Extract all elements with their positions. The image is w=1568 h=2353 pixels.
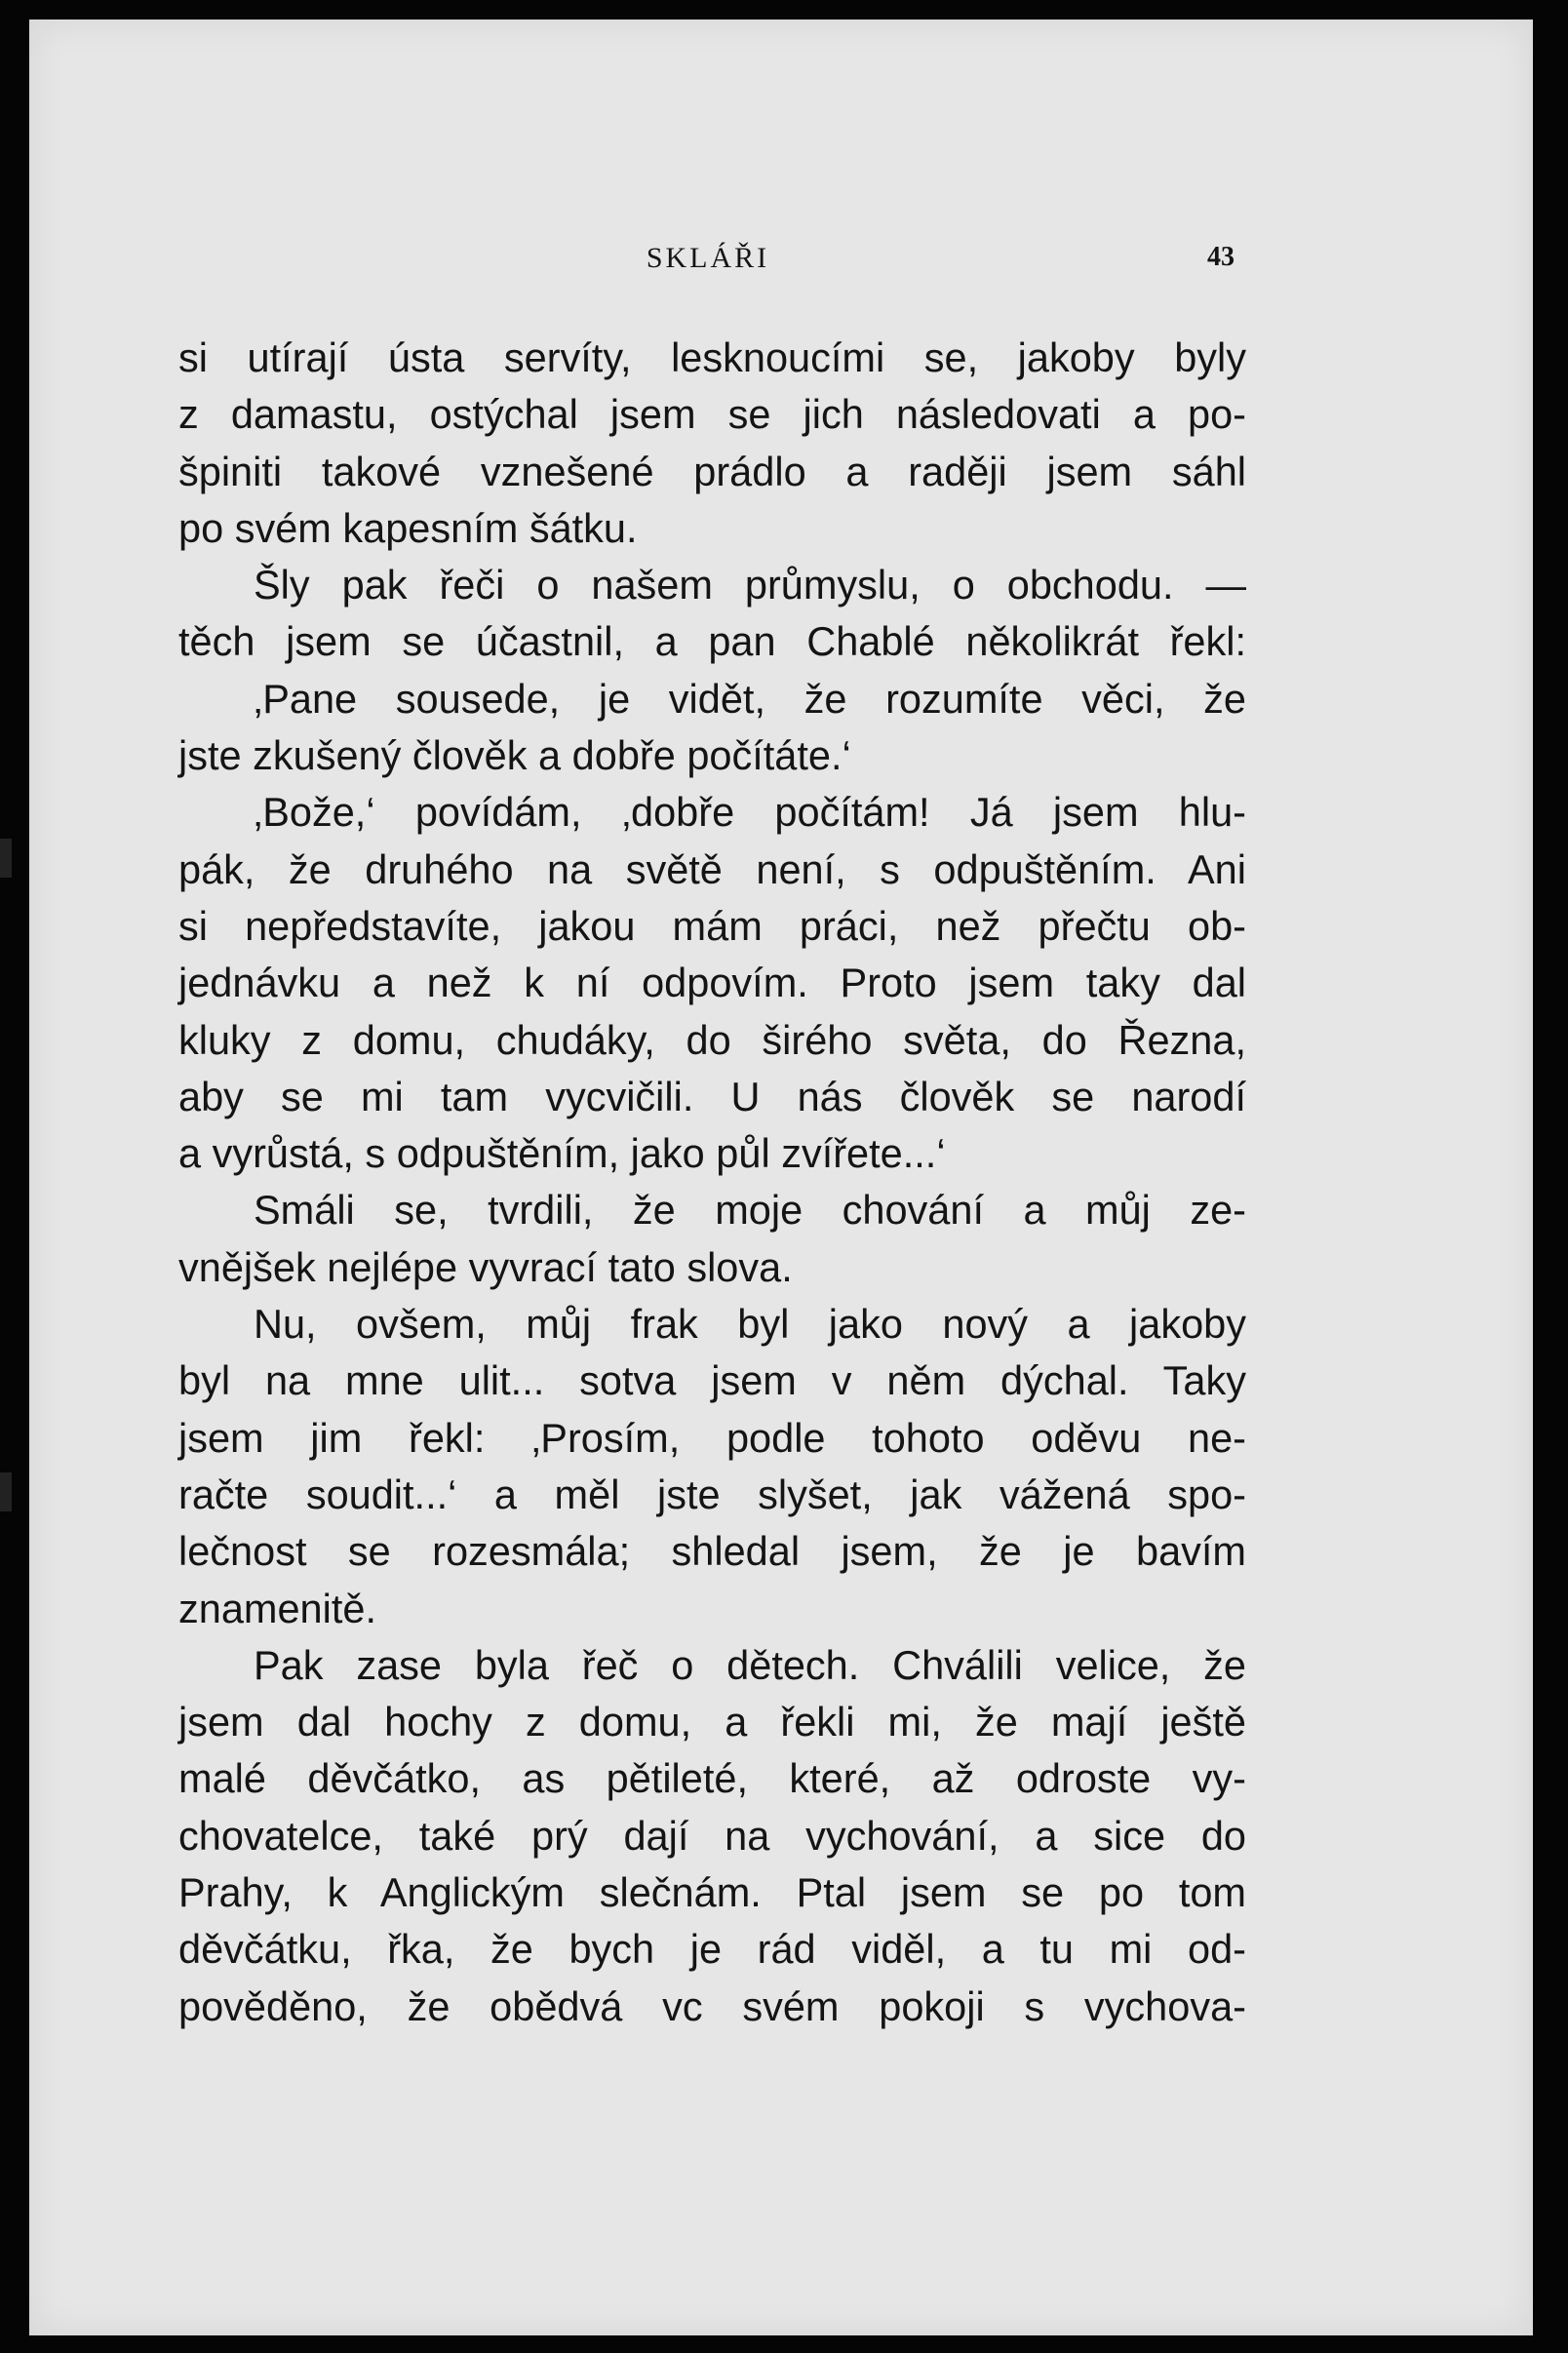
text-line: Nu, ovšem, můj frak byl jako nový a jakoby <box>254 1301 1246 1348</box>
text-line: jste zkušený člověk a dobře počítáte.‘ <box>178 732 851 779</box>
text-line: po svém kapesním šátku. <box>178 504 638 551</box>
text-line: byl na mne ulit... sotva jsem v něm dýchal. Taky <box>178 1357 1246 1404</box>
text-line: jednávku a než k ní odpovím. Proto jsem taky dal <box>178 960 1246 1006</box>
text-line: chovatelce, také prý dají na vychování, a sice do <box>178 1812 1246 1859</box>
page-header <box>181 242 1235 281</box>
text-line: Šly pak řeči o našem průmyslu, o obchodu. — <box>254 562 1246 608</box>
text-line: Smáli se, tvrdili, že moje chování a můj ze- <box>254 1187 1246 1234</box>
text-line: děvčátku, řka, že bych je rád viděl, a tu mi od- <box>178 1926 1246 1973</box>
text-line: si nepředstavíte, jakou mám práci, než přečtu ob- <box>178 902 1246 949</box>
page-number: 43 <box>1207 242 1235 272</box>
text-line: kluky z domu, chudáky, do širého světa, do Řezna, <box>178 1016 1246 1063</box>
scan-edge-mark <box>0 839 12 878</box>
text-line: si utírají ústa servíty, lesknoucími se, jakoby byly <box>178 334 1246 380</box>
text-line: těch jsem se účastnil, a pan Chablé několikrát řekl: <box>178 618 1246 665</box>
text-line: Prahy, k Anglickým slečnám. Ptal jsem se po tom <box>178 1869 1246 1916</box>
text-line: ‚Bože,‘ povídám, ‚dobře počítám! Já jsem hlu- <box>254 789 1246 836</box>
text-line: pák, že druhého na světě není, s odpuštěním. Ani <box>178 845 1246 892</box>
text-line: ‚Pane sousede, je vidět, že rozumíte věci, že <box>254 675 1246 722</box>
text-line: račte soudit...‘ a měl jste slyšet, jak vážená spo- <box>178 1471 1246 1517</box>
text-line: a vyrůstá, s odpuštěním, jako půl zvířete...‘ <box>178 1130 946 1177</box>
running-title: SKLÁŘI <box>646 242 770 274</box>
body-text <box>178 330 1246 2035</box>
text-line: znamenitě. <box>178 1585 377 1631</box>
scan-edge-mark <box>0 1472 12 1511</box>
text-line: vnějšek nejlépe vyvrací tato slova. <box>178 1243 793 1290</box>
text-line: z damastu, ostýchal jsem se jich následovati a po- <box>178 391 1246 438</box>
text-line: špiniti takové vznešené prádlo a raději jsem sáhl <box>178 448 1246 494</box>
text-line: Pak zase byla řeč o dětech. Chválili velice, že <box>254 1641 1246 1688</box>
text-line: jsem dal hochy z domu, a řekli mi, že mají ještě <box>178 1699 1246 1745</box>
text-line: malé děvčátko, as pětileté, které, až odroste vy- <box>178 1755 1246 1802</box>
text-line: lečnost se rozesmála; shledal jsem, že je bavím <box>178 1528 1246 1575</box>
text-line: aby se mi tam vycvičili. U nás člověk se narodí <box>178 1073 1246 1119</box>
text-line: pověděno, že obědvá vc svém pokoji s vychova- <box>178 1982 1246 2029</box>
text-line: jsem jim řekl: ‚Prosím, podle tohoto oděvu ne- <box>178 1414 1246 1461</box>
